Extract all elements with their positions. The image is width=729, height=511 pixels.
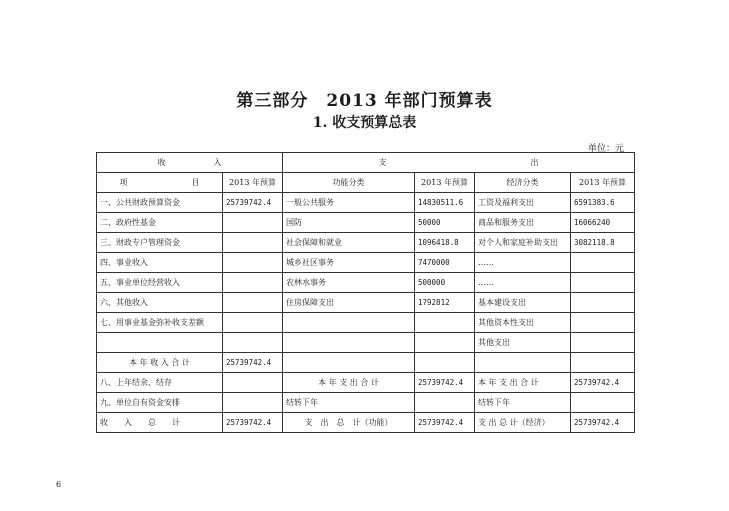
function-item — [283, 333, 415, 353]
economic-amount — [571, 253, 635, 273]
economic-budget-header: 2013 年预算 — [571, 173, 635, 193]
economic-item: …… — [475, 273, 571, 293]
function-header: 功能分类 — [283, 173, 415, 193]
item-header: 项 目 — [97, 173, 223, 193]
income-amount — [223, 253, 283, 273]
table-row — [97, 353, 635, 373]
function-amount — [415, 313, 475, 333]
economic-item: 商品和服务支出 — [475, 213, 571, 233]
function-item — [283, 353, 415, 373]
income-item — [97, 333, 223, 353]
income-amount: 25739742.4 — [223, 413, 283, 433]
function-subtotal-label: 本 年 支 出 合 计 — [283, 373, 415, 393]
budget-summary-table — [96, 152, 635, 433]
document-subtitle: 1. 收支预算总表 — [312, 115, 417, 131]
economic-amount: 16066240 — [571, 213, 635, 233]
function-amount: 7470000 — [415, 253, 475, 273]
income-amount — [223, 233, 283, 253]
table-row — [97, 413, 635, 433]
economic-item: 对个人和家庭补助支出 — [475, 233, 571, 253]
table-row — [97, 193, 635, 213]
economic-item: 其他资本性支出 — [475, 313, 571, 333]
budget-header: 2013 年预算 — [223, 173, 283, 193]
function-budget-header: 2013 年预算 — [415, 173, 475, 193]
function-item: 结转下年 — [283, 393, 415, 413]
income-amount — [223, 293, 283, 313]
function-amount: 1096418.8 — [415, 233, 475, 253]
income-item: 二、政府性基金 — [97, 213, 223, 233]
function-item: 社会保障和就业 — [283, 233, 415, 253]
economic-amount — [571, 333, 635, 353]
income-amount — [223, 333, 283, 353]
function-item: 农林水事务 — [283, 273, 415, 293]
income-amount — [223, 373, 283, 393]
economic-item: 基本建设支出 — [475, 293, 571, 313]
economic-item: …… — [475, 253, 571, 273]
function-amount: 25739742.4 — [415, 413, 475, 433]
function-amount: 50000 — [415, 213, 475, 233]
table-row — [97, 293, 635, 313]
economic-header: 经济分类 — [475, 173, 571, 193]
income-total-label: 收 入 总 计 — [97, 413, 223, 433]
income-amount — [223, 273, 283, 293]
income-item: 八、上年结余、结存 — [97, 373, 223, 393]
table-row — [97, 233, 635, 253]
table-row — [97, 333, 635, 353]
header-row-1 — [97, 153, 635, 173]
function-item: 城乡社区事务 — [283, 253, 415, 273]
income-amount: 25739742.4 — [223, 353, 283, 373]
table-row — [97, 273, 635, 293]
document-title: 第三部分 2013 年部门预算表 — [236, 91, 493, 111]
income-header: 收 入 — [97, 153, 283, 173]
economic-amount — [571, 353, 635, 373]
function-item: 一般公共服务 — [283, 193, 415, 213]
page-number: 6 — [56, 480, 62, 489]
table-row — [97, 253, 635, 273]
function-item: 住房保障支出 — [283, 293, 415, 313]
expense-header: 支 出 — [283, 153, 635, 173]
economic-amount — [571, 393, 635, 413]
economic-item: 结转下年 — [475, 393, 571, 413]
income-item: 九、单位自有资金安排 — [97, 393, 223, 413]
economic-amount: 6591383.6 — [571, 193, 635, 213]
function-amount: 1792812 — [415, 293, 475, 313]
function-amount — [415, 393, 475, 413]
economic-amount — [571, 273, 635, 293]
income-amount — [223, 213, 283, 233]
header-row-2 — [97, 173, 635, 193]
economic-amount: 25739742.4 — [571, 373, 635, 393]
function-amount: 500000 — [415, 273, 475, 293]
economic-amount — [571, 293, 635, 313]
table-row — [97, 313, 635, 333]
income-amount — [223, 393, 283, 413]
table-row — [97, 393, 635, 413]
economic-item: 工资及福利支出 — [475, 193, 571, 213]
income-item: 四、事业收入 — [97, 253, 223, 273]
income-item: 五、事业单位经营收入 — [97, 273, 223, 293]
function-item: 国防 — [283, 213, 415, 233]
income-item: 七、用事业基金弥补收支差额 — [97, 313, 223, 333]
function-item — [283, 313, 415, 333]
income-item: 三、财政专户管理资金 — [97, 233, 223, 253]
economic-amount: 25739742.4 — [571, 413, 635, 433]
function-amount: 14830511.6 — [415, 193, 475, 213]
income-subtotal-label: 本 年 收 入 合 计 — [97, 353, 223, 373]
table-row — [97, 213, 635, 233]
income-item: 六、其他收入 — [97, 293, 223, 313]
economic-item — [475, 353, 571, 373]
economic-amount: 3082118.8 — [571, 233, 635, 253]
function-total-label: 支 出 总 计（功能） — [283, 413, 415, 433]
function-amount — [415, 333, 475, 353]
function-amount — [415, 353, 475, 373]
unit-label: 单位：元 — [588, 144, 625, 154]
economic-subtotal-label: 本 年 支 出 合 计 — [475, 373, 571, 393]
economic-amount — [571, 313, 635, 333]
income-amount: 25739742.4 — [223, 193, 283, 213]
economic-item: 其他支出 — [475, 333, 571, 353]
table-row — [97, 373, 635, 393]
income-amount — [223, 313, 283, 333]
economic-total-label: 支 出 总 计（经济） — [475, 413, 571, 433]
income-item: 一、公共财政预算资金 — [97, 193, 223, 213]
function-amount: 25739742.4 — [415, 373, 475, 393]
